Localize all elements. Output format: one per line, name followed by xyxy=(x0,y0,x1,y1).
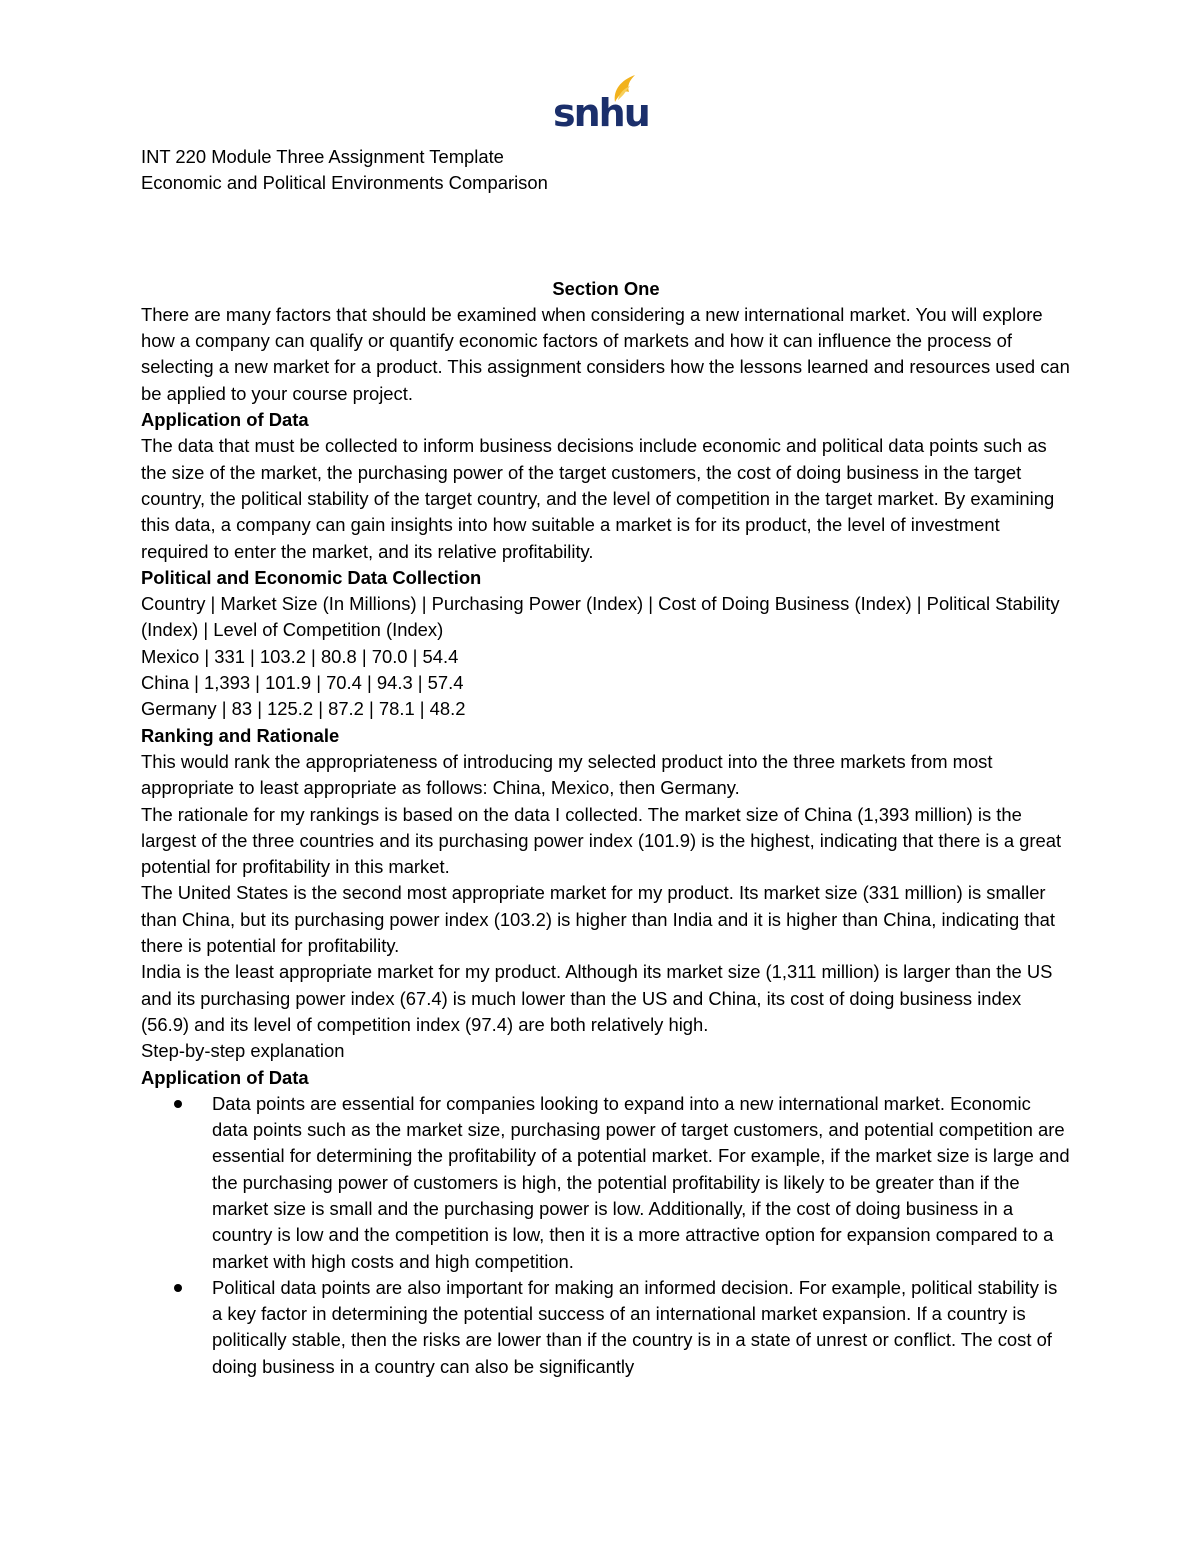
ranking-paragraph: This would rank the appropriateness of introducing my selected product into the three markets from most appropriate to least appropriate as follows: China, Mexico, then Germany. xyxy=(141,750,993,799)
step-by-step-label: Step-by-step explanation xyxy=(141,1040,345,1062)
bullet-list xyxy=(141,1091,1071,1380)
rationale-paragraph: The United States is the second most appropriate market for my product. Its market size (331 million) is smaller than China, but its purchasing power index (103.2) is higher than India and it is higher than China, indicating that there is potential for profitability. xyxy=(141,882,1055,957)
bullet-text: Data points are essential for companies looking to expand into a new international market. Economic data points such as the market size, purchasing power of target customers, and potential competition are essential for determining the profitability of a potential market. For example, if the market size is large and the purchasing power of customers is high, the potential profitability is likely to be greater than if the market size is small and the purchasing power is low. Additionally, if the cost of doing business in a country is low and the competition is low, then it is a more attractive option for expansion compared to a market with high costs and high competition. xyxy=(212,1092,1070,1272)
spacer xyxy=(141,197,1071,276)
bullet-text: Political data points are also important for making an informed decision. For example, political stability is a key factor in determining the potential success of an international market expansion. If a country is politically stable, then the risks are lower than if the country is in a state of unrest or conflict. The cost of doing business in a country can also be significantly xyxy=(212,1276,1058,1377)
rationale-paragraph: India is the least appropriate market for my product. Although its market size (1,311 million) is larger than the US and its purchasing power index (67.4) is much lower than the US and China, its cost of doing business index (56.9) and its level of competition index (97.4) are both relatively high. xyxy=(141,961,1053,1035)
bullet-icon xyxy=(174,1100,182,1108)
bullet-icon xyxy=(174,1284,182,1292)
data-row: China | 1,393 | 101.9 | 70.4 | 94.3 | 57.4 xyxy=(141,672,464,694)
bullet-item xyxy=(141,1091,1071,1275)
doc-subtitle: Economic and Political Environments Comparison xyxy=(141,172,548,194)
application-paragraph: The data that must be collected to inform business decisions include economic and political data points such as the size of the market, the purchasing power of the target customers, the cost of doing business in the target country, the political stability of the target country, and the level of competition in the target market. By examining this data, a company can gain insights into how suitable a market is for its product, the level of investment required to enter the market, and its relative profitability. xyxy=(141,435,1055,562)
application-heading: Application of Data xyxy=(141,409,309,431)
snhu-logo xyxy=(553,72,649,135)
section-heading: Section One xyxy=(552,277,660,299)
doc-title: INT 220 Module Three Assignment Template xyxy=(141,146,504,167)
data-row: Germany | 83 | 125.2 | 87.2 | 78.1 | 48.2 xyxy=(141,698,466,720)
bullet-item xyxy=(141,1275,1071,1380)
document-body xyxy=(141,144,1071,1380)
application-heading-2: Application of Data xyxy=(141,1066,309,1088)
data-header-row: Country | Market Size (In Millions) | Purchasing Power (Index) | Cost of Doing Business (Index) | Political Stability (Index) | Level of Competition (Index) xyxy=(141,593,1060,641)
data-collection-heading: Political and Economic Data Collection xyxy=(141,566,482,588)
ranking-heading: Ranking and Rationale xyxy=(141,724,340,746)
rationale-paragraph: The rationale for my rankings is based on the data I collected. The market size of China (1,393 million) is the largest of the three countries and its purchasing power index (101.9) is the highest, indicating that there is a great potential for profitability in this market. xyxy=(141,803,1062,878)
intro-paragraph: There are many factors that should be examined when considering a new international market. You will explore how a company can qualify or quantify economic factors of markets and how it can influence the process of selecting a new market for a product. This assignment considers how the lessons learned and resources used can be applied to your course project. xyxy=(141,303,1070,404)
data-row: Mexico | 331 | 103.2 | 80.8 | 70.0 | 54.4 xyxy=(141,645,459,667)
logo-wordmark: snhu xyxy=(553,91,649,135)
